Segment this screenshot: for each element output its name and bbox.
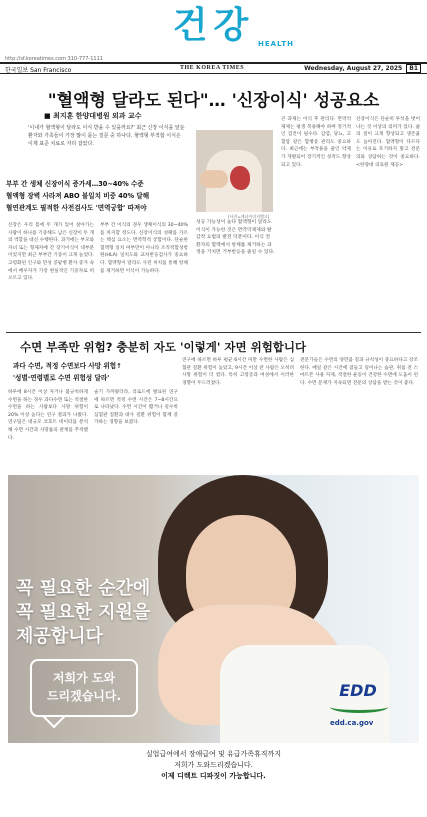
ad-headline: [16, 577, 150, 649]
masthead-url[interactable]: http://sf.koreatimes.com 310-777-1111: [5, 56, 103, 62]
article2-deck: [13, 360, 163, 384]
bubble-line: 저희가 도와: [52, 671, 116, 685]
masthead: [0, 0, 427, 74]
article2-body1: 하루에 8시간 이상 자거나 불규칙하게 수면을 하는 경우 과다수면 또는 적절한 수면을 하는 사람보다 사망 위험이 20% 이상 높다는 연구 결과가 나왔다. 연구팀은 대규모 코호트 데이터를 분석해 수면 시간과 사망률의 관계를 추적했다.: [8, 390, 88, 441]
section-divider: [6, 332, 421, 333]
ad-footer-text: [8, 749, 419, 782]
page-number: B1: [406, 64, 421, 73]
deck-line: 혈연관계도 필적한 사전검사도 '면역궁합' 따져야: [6, 204, 147, 212]
ad-footer-line: 저희가 도와드리겠습니다.: [174, 761, 253, 769]
deck-line: 혈액형 장벽 사라져 ABO 불일치 비중 40% 달해: [6, 192, 150, 200]
article2-body3: 연구에 따르면 하루 평균 6시간 미만 수면한 사람은 심혈관 질환 위험이 높았고, 9시간 이상 잔 사람은 오히려 사망 위험이 더 컸다. 특히 고령층과 여성에서 이러한 경향이 두드러졌다.: [182, 358, 294, 386]
kidney-photo: [196, 130, 273, 212]
ad-footer-line: 실업급여에서 장애급여 및 유급가족휴직까지: [145, 750, 282, 758]
photo-hand: [200, 170, 228, 188]
kidney-illustration: [230, 166, 250, 190]
dateline: [304, 65, 421, 72]
article1-body-right1: 큰 과제는 이식 후 관리다. 면역억제제는 평생 복용해야 하며 정기적인 검진이 필수다. 감염, 당뇨, 고혈압 같은 합병증 관리도 중요하다. 최근에는 부작용을 줄인 약제가 개발되어 장기적인 성적도 향상되고 있다.: [281, 117, 351, 168]
speech-bubble-text: [32, 669, 136, 705]
ad-headline-line: 꼭 필요한 순간에: [16, 578, 151, 599]
ad-headline-line: 꼭 필요한 지원을: [16, 602, 151, 623]
edition-label: 한국일보 San Francisco: [5, 67, 72, 74]
article2-body2: 술기 가까웠더라, 리로드에 발표된 연구에 따르면 적정 수면 시간은 7~8시간으로 나타났다. 수면 시간이 짧거나 길수록 심혈관 질환과 대사 질환 위험이 함께 증가하는 경향을 보였다.: [94, 390, 178, 426]
article1-lead: '이내가 혈액형이 달라도 이식 받을 수 있을까요?' 최근 신장 이식을 앞둔 환자와 가족들이 가장 많이 묻는 질문 중 하나다. 혈액형 부적합 이식은 이제 표준 치료로 자리 잡았다.: [28, 125, 185, 147]
article2-headline[interactable]: 수면 부족만 위험? 충분히 자도 '이렇게' 자면 위험합니다: [20, 340, 307, 354]
date-text: Wednesday, August 27, 2025: [304, 65, 403, 72]
article2-body4: 전문가들은 수면의 양만큼 질과 규칙성이 중요하다고 강조한다. 매일 같은 시간에 잠들고 일어나는 습관, 취침 전 스마트폰 사용 자제, 적절한 운동이 건강한 수면에 도움이 된다. 수면 문제가 지속되면 전문의 상담을 받는 것이 좋다.: [300, 358, 418, 386]
ad-headline-line: 제공합니다: [16, 626, 103, 647]
paper-name: THE KOREA TIMES: [180, 65, 245, 71]
edd-advertisement[interactable]: [8, 475, 419, 811]
deck-line: '성별·연령별로 수면 위험성 달라': [13, 374, 110, 382]
article1-body-right2: 신장이식은 단순히 투석을 벗어나는 것 이상의 의미가 있다. 삶의 질이 크게 향상되고 생존율도 높아진다. 혈액형이 다르다는 이유로 포기하지 말고 전문의와 상담하는 것이 중요하다. <한양대 의료원 제공>: [356, 117, 420, 168]
article1-body-photo-col: 성공 가능성이 높다 혈액형이 달라도 이식이 가능한 것은 면역억제제와 탈감작 요법의 발전 덕분이다. 이식 전 환자의 혈액에서 항체를 제거하는 과정을 거치면 거부반응을 줄일 수 있다.: [196, 220, 275, 256]
bubble-line: 드리겠습니다.: [46, 689, 122, 703]
edd-url-link[interactable]: edd.ca.gov: [330, 719, 374, 727]
section-title: 건강: [172, 5, 255, 46]
article1-body-mid: 부부 간 이식의 경우 생체이식의 30~40%를 차지할 정도다. 신장이식의 성패를 가르는 핵심 요소는 면역학적 궁합이다. 단순한 혈액형 일치 여부만이 아니라 조직적합성항원(HLA) 일치도와 교차반응검사가 중요하다. 혈액형이 달라도 사전 처치를 통해 항체를 제거하면 이식이 가능하다.: [100, 223, 188, 274]
deck-line: 과다 수면, 적정 수면보다 사망 위험↑: [13, 362, 122, 370]
article1-byline: ■ 최지훈 한양대병원 외과 교수: [44, 111, 142, 121]
ad-footer: [8, 743, 419, 811]
article1-body-left: 신장은 우리 몸에 두 개가 있어 살아가는 사람이 하나를 기증해도 남은 신장이 두 개의 역할을 대신 수행한다. 과거에는 부모와 자녀 또는 형제자매 간 장기이식이 대부분이었지만 최근 부부간 기증이 크게 늘었다. 고령화된 인구와 만성 콩팥병 환자 증가 속에서 배우자가 가장 현실적인 기증자로 떠오르고 있다.: [8, 223, 94, 282]
article1-deck: [6, 178, 188, 214]
speech-bubble: [30, 659, 138, 717]
masthead-bar: [0, 62, 427, 74]
photo-credit: (사진=게티이미지뱅크): [228, 214, 270, 219]
edd-logo[interactable]: EDD: [339, 681, 377, 700]
ad-footer-line: 이제 디렉트 디파짓이 가능합니다.: [161, 772, 266, 780]
article1-headline[interactable]: "혈액형 달라도 된다"… '신장이식' 성공요소: [47, 91, 380, 111]
deck-line: 부부 간 생체 신장이식 증가세…30~40% 수준: [6, 180, 144, 188]
edd-logo-swoosh-icon: [330, 701, 388, 713]
section-subtitle: HEALTH: [258, 40, 294, 48]
